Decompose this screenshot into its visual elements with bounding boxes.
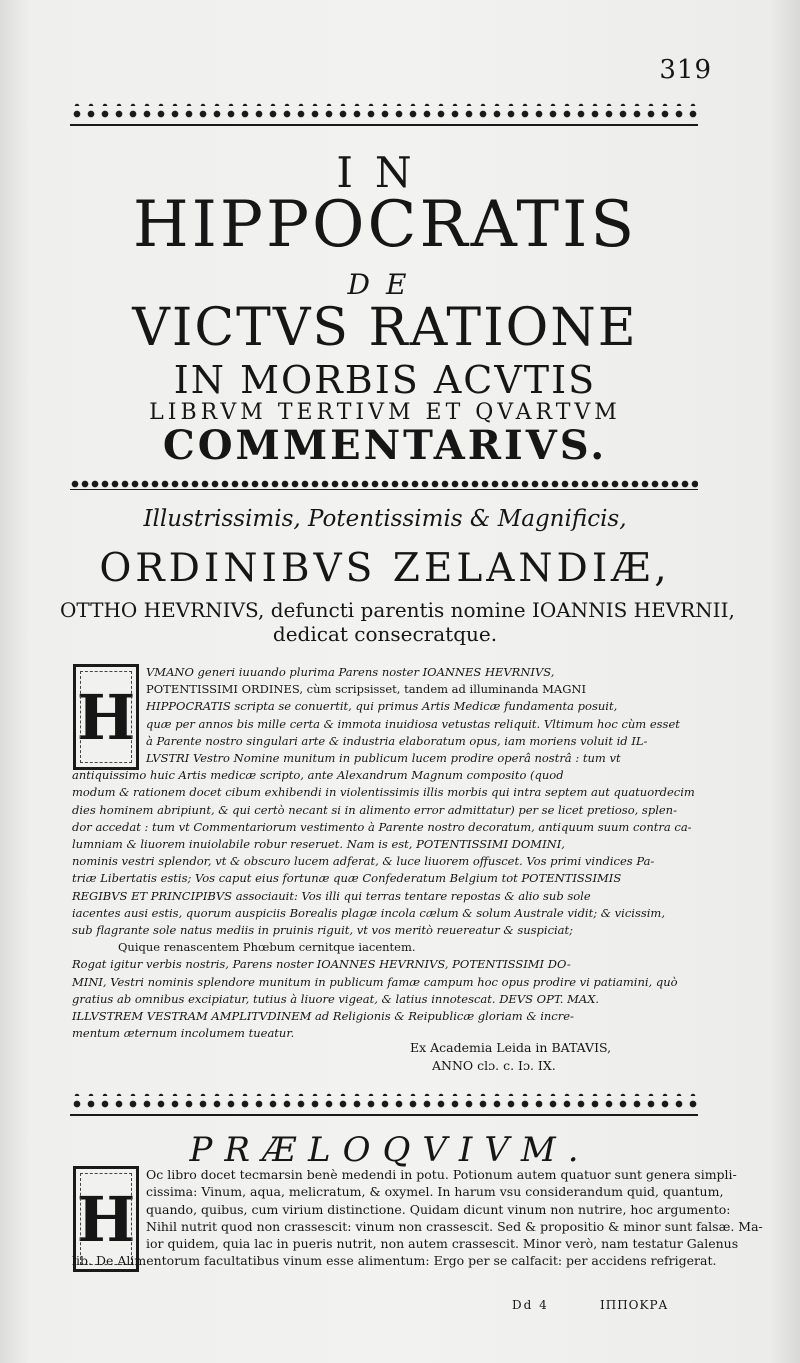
letter-verse-line: Quique renascentem Phœbum cernitque iacentem.: [118, 940, 416, 955]
letter-line: mentum æternum incolumem tueatur.: [72, 1026, 295, 1041]
letter-line: REGIBVS ET PRINCIPIBVS associauit: Vos illi qui terras tentare repostas & alio sub sole: [72, 888, 591, 903]
praeloquium-line: Nihil nutrit quod non crassescit: vinum non crassescit. Sed & propositio & minor sunt falsæ. Ma-: [146, 1218, 763, 1234]
dedication-dedicat: dedicat consecratque.: [272, 622, 498, 646]
title-in: IN: [336, 148, 434, 197]
letter-line: MINI, Vestri nominis splendore munitum in publicum famæ campum hoc opus prodire vi patiamini, quò: [72, 974, 678, 989]
letter-line: iacentes ausi estis, quorum auspiciis Borealis plagæ incola cælum & solum Australe vidit; & vicissim,: [72, 905, 665, 920]
catchword: ΙΠΠΟΚΡΑ: [600, 1298, 669, 1312]
letter-line: triæ Libertatis estis; Vos caput eius fortunæ quæ Confederatum Belgium tot POTENTISSIMIS: [72, 871, 622, 886]
title-hippocratis: HIPPOCRATIS: [132, 188, 638, 262]
letter-line: POTENTISSIMI ORDINES, cùm scripsisset, tandem ad illuminanda MAGNI: [146, 682, 586, 697]
title-de: DE: [347, 268, 423, 301]
title-librum: LIBRVM TERTIVM ET QVARTVM: [149, 400, 621, 425]
letter-line: lumniam & liuorem inuiolabile robur reseruet. Nam is est, POTENTISSIMI DOMINI,: [72, 837, 565, 852]
signature-mark: Dd 4: [512, 1298, 549, 1312]
lower-ornament-band: [70, 1090, 698, 1118]
dedication-letter: [72, 664, 708, 1042]
title-commentarius: COMMENTARIVS.: [162, 422, 608, 469]
middle-ornament-rule: [70, 478, 698, 490]
praeloquium-line: lib. De Alimentorum facultatibus vinum esse alimentum: Ergo per se calfacit: per accidens refrigerat.: [72, 1253, 717, 1269]
letter-line: LVSTRI Vestro Nomine munitum in publicum lucem prodire operâ nostrâ : tum vt: [146, 751, 621, 766]
letter-line: à Parente nostro singulari arte & industria elaboratum opus, iam moriens voluit id IL-: [146, 733, 648, 748]
letter-line: dies hominem abripiunt, & qui certò necant si in alimento error admittatur) per se licet pretioso, splen-: [72, 802, 677, 817]
letter-line: quæ per annos bis mille certa & immota inuidiosa vetustas reliquit. Vltimum hoc cùm esset: [146, 716, 680, 731]
praeloquium-line: Oc libro docet tecmarsin benè medendi in potu. Potionum autem quatuor sunt genera simpli-: [146, 1167, 737, 1182]
letter-line: ILLVSTREM VESTRAM AMPLITVDINEM ad Religionis & Reipublicæ gloriam & incre-: [72, 1009, 574, 1024]
letter-line: VMANO generi iuuando plurima Parens noster IOANNES HEVRNIVS,: [146, 665, 555, 679]
dedication-ordinibus: ORDINIBVS ZELANDIÆ,: [99, 546, 671, 591]
letter-closing-date: ANNO clɔ. c. Iɔ. IX.: [432, 1058, 556, 1073]
praeloquium-line: quando, quibus, cum virium distinctione. Quidam dicunt vinum non nutrire, hoc argumento:: [146, 1201, 731, 1217]
dedication-illustrissimis: Illustrissimis, Potentissimis & Magnificis,: [143, 506, 627, 532]
page-number: 319: [659, 55, 712, 85]
letter-line: sub flagrante sole natus mediis in pruinis riguit, vt vos meritò reuereatur & suspiciat;: [72, 923, 574, 938]
letter-line: gratius ab omnibus excipiatur, tutius à liuore vigeat, & latius innotescat. DEVS OPT. MAX.: [72, 991, 600, 1006]
top-ornament-band: [70, 100, 698, 128]
dedication-otto: OTTHO HEVRNIVS, defuncti parentis nomine IOANNIS HEVRNII,: [60, 598, 735, 622]
praeloquium-line: ior quidem, quia lac in pueris nutrit, non autem crassescit. Minor verò, nam testatur Galenus: [146, 1236, 739, 1252]
praeloquium-line: cissima: Vinum, aqua, melicratum, & oxymel. In harum vsu considerandum quid, quantum,: [146, 1184, 724, 1200]
title-victus-ratione: VICTVS RATIONE: [132, 298, 638, 358]
letter-closing-place: Ex Academia Leida in BATAVIS,: [410, 1040, 612, 1055]
letter-line: nominis vestri splendor, vt & obscuro lucem adferat, & luce liuorem offuscet. Vos primi vindices Pa-: [72, 854, 655, 869]
letter-line: Rogat igitur verbis nostris, Parens noster IOANNES HEVRNIVS, POTENTISSIMI DO-: [72, 957, 571, 972]
praeloquium-text: [72, 1166, 763, 1270]
decorated-initial-h: H: [73, 664, 139, 770]
title-in-morbis-acutis: IN MORBIS ACVTIS: [173, 358, 597, 402]
letter-line: dor accedat : tum vt Commentariorum vestimento à Parente nostro decoratum, antiquum suum contra ca-: [72, 819, 692, 834]
letter-line: antiquissimo huic Artis medicæ scripto, ante Alexandrum Magnum composito (quod: [72, 768, 564, 783]
letter-line: modum & rationem docet cibum exhibendi in violentissimis illis morbis qui intra septem aut quatuordecim: [72, 785, 695, 800]
praeloquium-heading: PRÆLOQVIVM.: [189, 1130, 591, 1170]
letter-line: HIPPOCRATIS scripta se conuertit, qui primus Artis Medicæ fundamenta posuit,: [146, 699, 618, 714]
decorated-initial-h-2: H: [73, 1166, 139, 1272]
